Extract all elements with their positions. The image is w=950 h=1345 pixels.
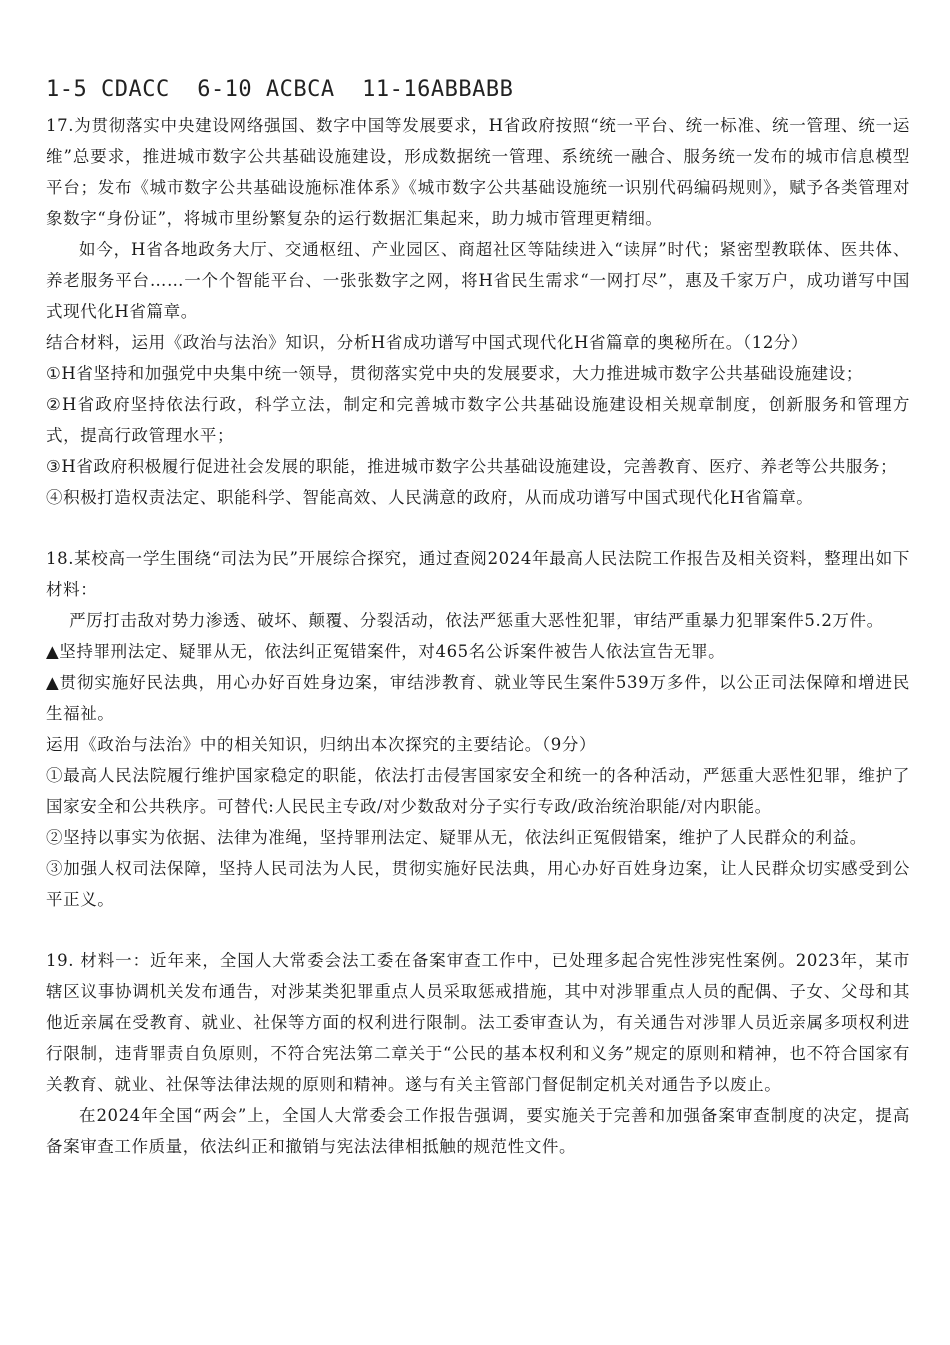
question-17 xyxy=(46,110,910,513)
q17-material-paragraph-2: 如今，H省各地政务大厅、交通枢纽、产业园区、商超社区等陆续进入“读屏”时代；紧密型教联体、医共体、养老服务平台……一个个智能平台、一张张数字之网，将H省民生需求“一网打尽”，惠及千家万户，成功谱写中国式现代化H省篇章。 xyxy=(46,240,910,321)
q17-question: 结合材料，运用《政治与法治》知识，分析H省成功谱写中国式现代化H省篇章的奥秘所在。（12分） xyxy=(46,333,809,352)
q18-intro: 18.某校高一学生围绕“司法为民”开展综合探究，通过查阅2024年最高人民法院工作报告及相关资料，整理出如下材料： xyxy=(46,549,910,599)
q18-answer-2: ②坚持以事实为依据、法律为准绳，坚持罪刑法定、疑罪从无，依法纠正冤假错案，维护了人民群众的利益。 xyxy=(46,828,867,847)
answer-key: 1-5 CDACC 6-10 ACBCA 11-16ABBABB xyxy=(46,77,514,102)
section-gap xyxy=(46,915,910,945)
q18-answer-3: ③加强人权司法保障，坚持人民司法为人民，贯彻实施好民法典，用心办好百姓身边案，让人民群众切实感受到公平正义。 xyxy=(46,859,910,909)
q19-material-paragraph-2: 在2024年全国“两会”上，全国人大常委会工作报告强调，要实施关于完善和加强备案审查制度的决定，提高备案审查工作质量，依法纠正和撤销与宪法法律相抵触的规范性文件。 xyxy=(46,1106,910,1156)
q17-answer-3: ③H省政府积极履行促进社会发展的职能，推进城市数字公共基础设施建设，完善教育、医疗、养老等公共服务； xyxy=(46,457,898,476)
question-19 xyxy=(46,945,910,1162)
section-gap xyxy=(46,513,910,543)
q17-material-paragraph-1: 17.为贯彻落实中央建设网络强国、数字中国等发展要求，H省政府按照“统一平台、统一标准、统一管理、统一运维”总要求，推进城市数字公共基础设施建设，形成数据统一管理、系统统一融合、服务统一发布的城市信息模型平台；发布《城市数字公共基础设施标准体系》《城市数字公共基础设施统一识别代码编码规则》，赋予各类管理对象数字“身份证”，将城市里纷繁复杂的运行数据汇集起来，助力城市管理更精细。 xyxy=(46,116,910,228)
q19-material-paragraph-1: 19. 材料一：近年来，全国人大常委会法工委在备案审查工作中，已处理多起合宪性涉宪性案例。2023年，某市辖区议事协调机关发布通告，对涉某类犯罪重点人员采取惩戒措施，其中对涉罪重点人员的配偶、子女、父母和其他近亲属在受教育、就业、社保等方面的权利进行限制。法工委审查认为，有关通告对涉罪人员近亲属多项权利进行限制，违背罪责自负原则，不符合宪法第二章关于“公民的基本权利和义务”规定的原则和精神，也不符合国家有关教育、就业、社保等法律法规的原则和精神。遂与有关主管部门督促制定机关对通告予以废止。 xyxy=(46,951,910,1094)
q18-answer-1: ①最高人民法院履行维护国家稳定的职能，依法打击侵害国家安全和统一的各种活动，严惩重大恶性犯罪，维护了国家安全和公共秩序。可替代:人民民主专政/对少数敌对分子实行专政/政治统治职能/对内职能。 xyxy=(46,766,910,816)
q17-answer-1: ①H省坚持和加强党中央集中统一领导，贯彻落实党中央的发展要求，大力推进城市数字公共基础设施建设； xyxy=(46,364,863,383)
question-18 xyxy=(46,543,910,915)
q18-material-paragraph-3: ▲贯彻实施好民法典，用心办好百姓身边案，审结涉教育、就业等民生案件539万多件，以公正司法保障和增进民生福祉。 xyxy=(46,673,910,723)
q18-question: 运用《政治与法治》中的相关知识，归纳出本次探究的主要结论。（9分） xyxy=(46,735,597,754)
q17-answer-2: ②H省政府坚持依法行政，科学立法，制定和完善城市数字公共基础设施建设相关规章制度，创新服务和管理方式，提高行政管理水平； xyxy=(46,395,910,445)
q18-material-paragraph-1: 严厉打击敌对势力渗透、破坏、颠覆、分裂活动，依法严惩重大恶性犯罪，审结严重暴力犯罪案件5.2万件。 xyxy=(69,611,884,630)
q18-material-paragraph-2: ▲坚持罪刑法定、疑罪从无，依法纠正冤错案件，对465名公诉案件被告人依法宣告无罪。 xyxy=(46,642,726,661)
q17-answer-4: ④积极打造权责法定、职能科学、智能高效、人民满意的政府，从而成功谱写中国式现代化H省篇章。 xyxy=(46,488,814,507)
